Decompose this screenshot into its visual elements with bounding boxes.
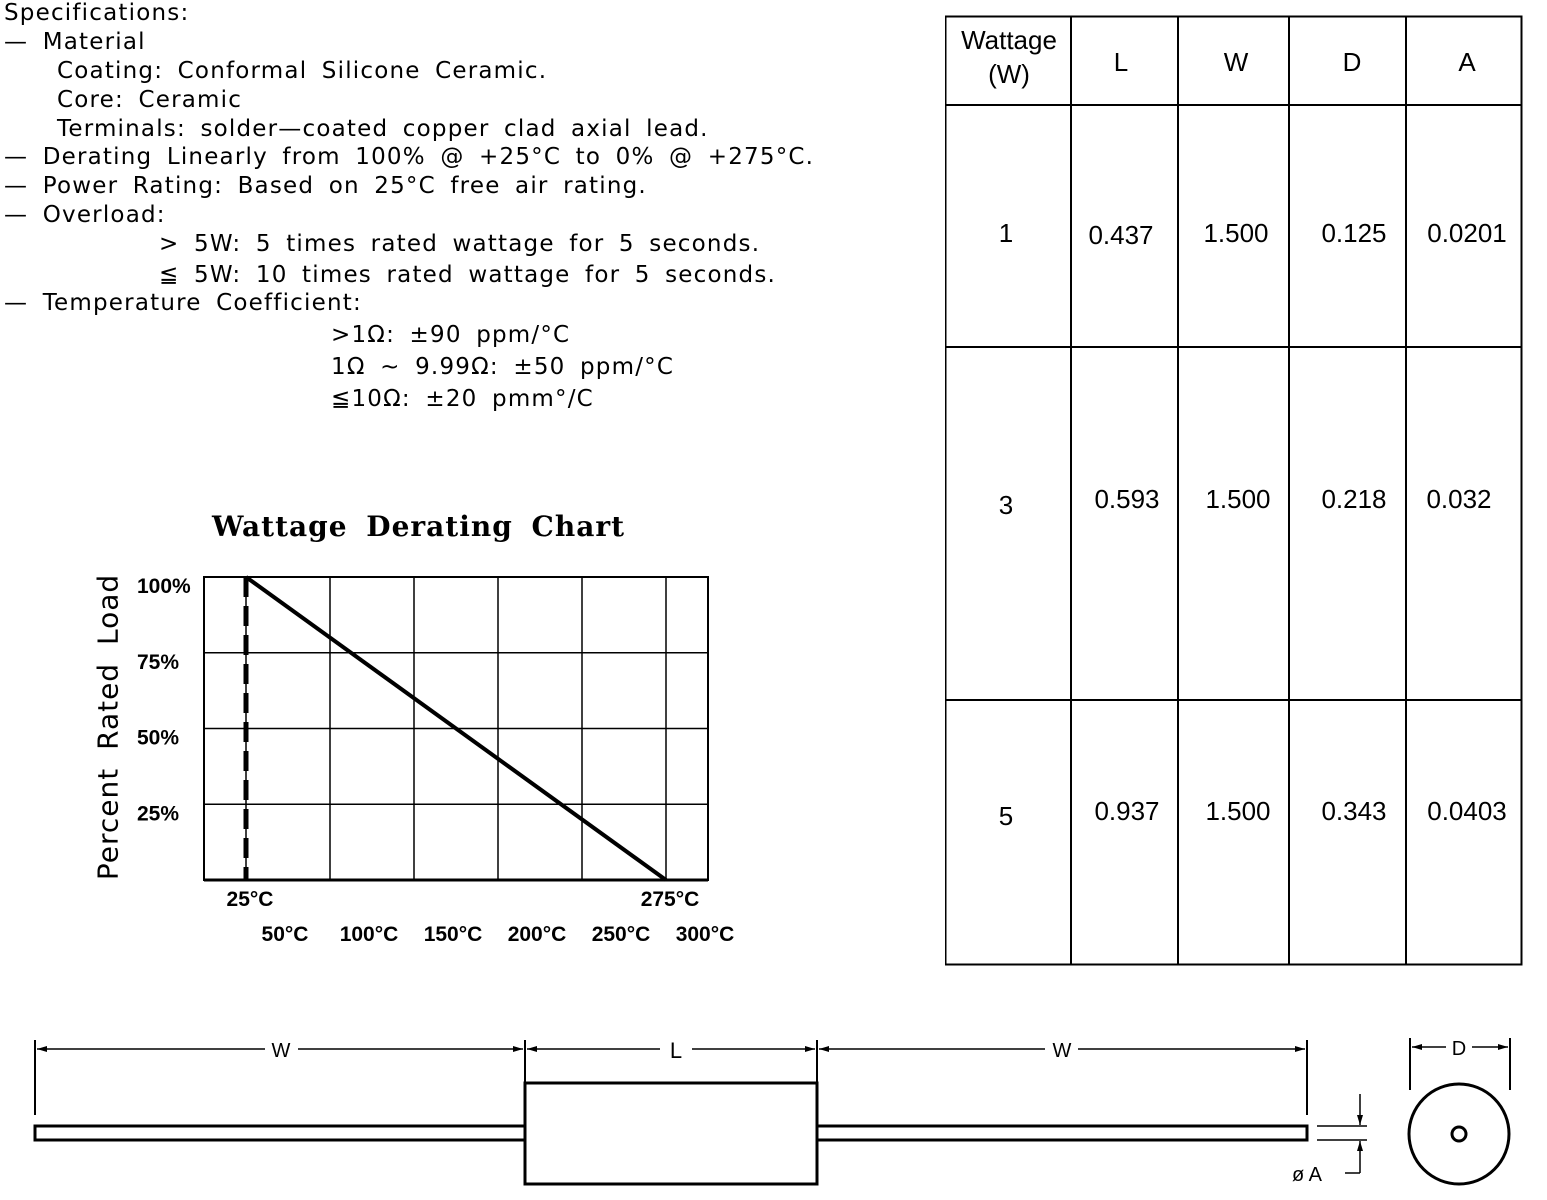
table-cell-w: 1.500 bbox=[1205, 484, 1271, 514]
table-cell-wattage: 3 bbox=[998, 490, 1014, 520]
table-header-a: A bbox=[1458, 47, 1476, 77]
chart-plot-frame bbox=[204, 577, 708, 880]
spec-overload: — Overload: bbox=[4, 202, 166, 228]
table-header-w: W bbox=[1223, 47, 1249, 77]
chart-title: Wattage Derating Chart bbox=[212, 510, 626, 543]
spec-power-rating: — Power Rating: Based on 25°C free air rating. bbox=[4, 173, 647, 199]
table-cell-wattage: 1 bbox=[998, 218, 1014, 248]
chart-x-tick-label: 250°C bbox=[591, 923, 651, 946]
dimension-label-l: L bbox=[669, 1038, 683, 1063]
table-cell-l: 0.437 bbox=[1088, 220, 1154, 250]
table-cell-a: 0.0403 bbox=[1427, 796, 1507, 826]
resistor-dimension-drawing bbox=[0, 980, 1547, 1200]
spec-derating: — Derating Linearly from 100% @ +25°C to 0% @ +275°C. bbox=[4, 144, 815, 170]
spec-core: Core: Ceramic bbox=[57, 87, 243, 113]
spec-overload-at-most-5w: ≦ 5W: 10 times rated wattage for 5 seconds. bbox=[159, 262, 777, 288]
table-cell-w: 1.500 bbox=[1203, 218, 1269, 248]
spec-coating: Coating: Conformal Silicone Ceramic. bbox=[57, 58, 548, 84]
spec-tc-above-1-ohm: >1Ω: ±90 ppm/°C bbox=[331, 322, 571, 348]
dimension-label-w-right: W bbox=[1052, 1040, 1072, 1062]
chart-x-tick-label: 300°C bbox=[675, 923, 735, 946]
specs-heading: Specifications: bbox=[4, 0, 190, 26]
spec-terminals: Terminals: solder—coated copper clad axial lead. bbox=[57, 116, 709, 142]
chart-x-tick-label: 150°C bbox=[423, 923, 483, 946]
table-cell-a: 0.0201 bbox=[1427, 218, 1507, 248]
table-header-wattage: Wattage bbox=[961, 25, 1057, 55]
resistor-body bbox=[525, 1083, 817, 1184]
spec-tc-1-to-9-99-ohm: 1Ω ~ 9.99Ω: ±50 ppm/°C bbox=[331, 354, 675, 380]
table-header-wattage-unit: (W) bbox=[988, 59, 1030, 89]
table-cell-d: 0.218 bbox=[1321, 484, 1387, 514]
chart-x-tick-label: 100°C bbox=[339, 923, 399, 946]
dimension-table bbox=[945, 15, 1525, 967]
spec-material: — Material bbox=[4, 29, 146, 55]
table-cell-wattage: 5 bbox=[998, 801, 1014, 831]
table-cell-d: 0.125 bbox=[1321, 218, 1387, 248]
spec-temperature-coefficient: — Temperature Coefficient: bbox=[4, 290, 362, 316]
chart-y-tick-label: 50% bbox=[137, 726, 180, 750]
chart-x-marker-label: 275°C bbox=[640, 888, 700, 911]
spec-tc-at-most-10-ohm: ≦10Ω: ±20 pmm°/C bbox=[331, 386, 594, 412]
dimension-label-w-left: W bbox=[271, 1040, 291, 1062]
dimension-label-a: ø A bbox=[1292, 1164, 1323, 1186]
table-cell-d: 0.343 bbox=[1321, 796, 1387, 826]
chart-x-tick-label: 200°C bbox=[507, 923, 567, 946]
dimension-label-d: D bbox=[1451, 1038, 1467, 1060]
chart-y-tick-label: 75% bbox=[137, 650, 180, 674]
lead-end-view bbox=[1452, 1127, 1466, 1141]
table-cell-a: 0.032 bbox=[1426, 484, 1492, 514]
chart-y-axis-label: Percent Rated Load bbox=[91, 573, 125, 881]
chart-x-marker-label: 25°C bbox=[226, 888, 274, 911]
table-cell-l: 0.937 bbox=[1094, 796, 1160, 826]
chart-y-tick-label: 25% bbox=[137, 802, 180, 826]
chart-x-tick-label: 50°C bbox=[261, 923, 309, 946]
table-cell-w: 1.500 bbox=[1205, 796, 1271, 826]
chart-y-tick-label: 100% bbox=[137, 575, 191, 598]
table-header-l: L bbox=[1113, 47, 1129, 77]
table-cell-l: 0.593 bbox=[1094, 484, 1160, 514]
chart-series-line bbox=[246, 577, 666, 880]
spec-overload-above-5w: > 5W: 5 times rated wattage for 5 seconds. bbox=[159, 231, 761, 257]
table-header-d: D bbox=[1342, 47, 1362, 77]
